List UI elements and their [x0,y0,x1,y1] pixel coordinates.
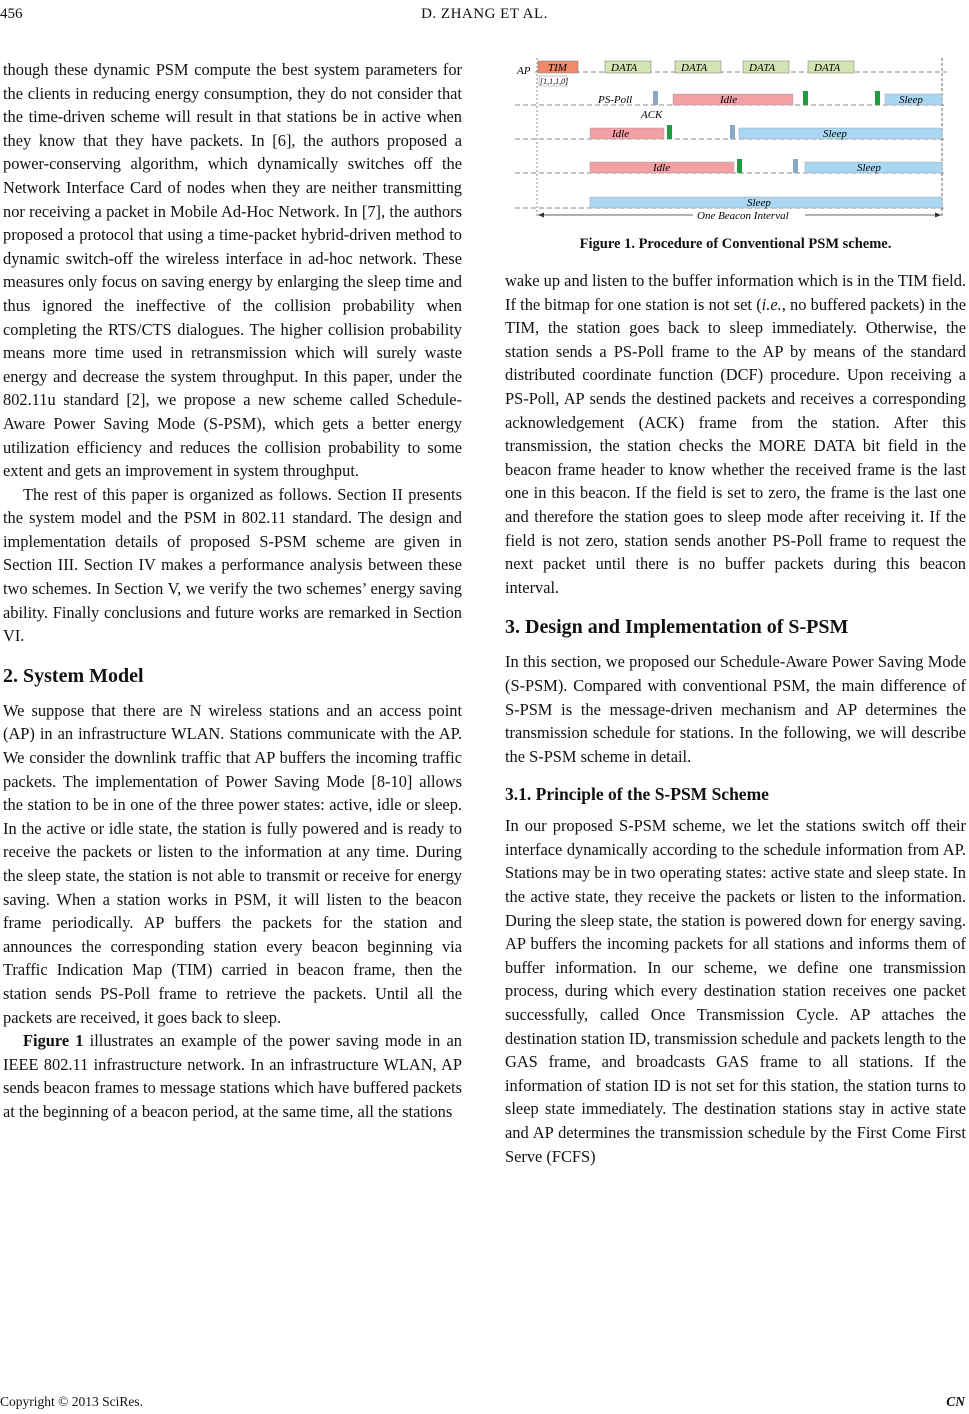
figure-reference: Figure 1 [23,1031,84,1051]
psm-timing-diagram [505,58,966,223]
ack-frame [737,159,742,173]
section-heading: 3. Design and Implementation of S-PSM [505,616,849,639]
paragraph: We suppose that there are N wireless stations and an access point (AP) in an infrastructure WLAN. Stations communicate with the AP. We consider the downlink traffic that AP buffers the incoming traffic packets. The implementation of Power Saving Mode [8-10] allows the station to be in one of the three power states: active, idle or sleep. In the active or idle state, the station is fully powered and is ready to receive the packets or listen to the information at any time. During the sleep state, the station is not able to transmit or receive for energy saving. When a station works in PSM, it will listen to the beacon frame periodically. AP buffers the packets for the station and announces the corresponding station every beacon beginning via Traffic Indication Map (TIM) carried in beacon frame, then the station sends PS-Poll frame to retrieve the packets. Until all the packets are received, it goes back to sleep. [3,700,462,1027]
journal-abbrev: CN [946,1394,965,1409]
data-label: DATA [814,62,841,74]
sleep-label: Sleep [899,94,923,106]
left-column [3,58,462,1124]
sleep-label: Sleep [747,197,771,209]
data-label: DATA [681,62,708,74]
paragraph: though these dynamic PSM compute the best system parameters for the clients in reducing energy consumption, they do not consider that the time-driven scheme will result in that stations be in active when they know that they have packets. In [6], the authors proposed a power-conserving algorithm, which dynamically switches off the Network Interface Card of nodes when they are neither transmitting nor receiving a packet in Mobile Ad-Hoc Network. In [7], the authors proposed a protocol that using a time-packet hybrid-driven method to dynamic switch-off the wireless interface in ad-hoc network. These measures only focus on saving energy by enlarging the sleep time and thus ignored the ineffective of the collision probability when completing the RTS/CTS dialogues. The higher collision probability means more time used in retransmission which will surely waste energy and decrease the system throughput. In this paper, under the 802.11u standard [2], we propose a new scheme called Schedule-Aware Power Saving Mode (S-PSM), which gets a better energy utilization efficiency and reduces the collision probability to some extent and gets an improvement in system throughput. [3,60,462,481]
data-label: DATA [749,62,776,74]
paragraph [505,269,966,599]
pspoll-frame [793,159,798,173]
copyright: Copyright © 2013 SciRes. [0,1394,144,1409]
page-number: 456 [0,6,23,22]
ap-label: AP [517,65,531,77]
beacon-interval-label: One Beacon Interval [697,210,789,222]
subsection-heading: 3.1. Principle of the S-PSM Scheme [505,784,769,805]
pspoll-label: PS-Poll [598,94,633,106]
ack-frame [875,91,880,105]
paragraph-text: , no buffered packets) in the TIM, the station goes back to sleep immediately. Otherwise, the station sends a PS-Poll frame to the AP by means of the standard distributed coordinate function (DCF) procedure. Upon receiving a PS-Poll, AP sends the destined packets and receives a corresponding acknowledgement (ACK) frame from the station. After this transmission, the station checks the MORE DATA bit field in the beacon frame header to know whether the received frame is the last one in this beacon. If the field is set to zero, the frame is the last one and therefore the station goes to sleep mode after receiving it. If the field is not zero, station sends another PS-Poll frame to request the next packet until there is no buffer packets during this beacon interval. [505,294,966,597]
ack-label: ACK [641,109,663,121]
idle-label: Idle [653,162,671,174]
pspoll-frame [653,91,658,105]
paragraph-text: wake up and listen to the buffer information which is in the TIM field. If the bitmap for one station is not set ( [505,271,966,314]
page-header [0,6,969,28]
tim-label: TIM [548,62,567,74]
data-label: DATA [611,62,638,74]
section-heading: 2. System Model [3,664,144,687]
figure-1 [505,58,966,223]
sleep-label: Sleep [857,162,881,174]
right-column [505,58,966,1168]
paragraph: In our proposed S-PSM scheme, we let the stations switch off their interface dynamically according to the schedule information from AP. Stations may be in two operating states: active state and sleep state. In the active state, they receive the packets or listen to the information. During the sleep state, the station is powered down for energy saving. AP buffers the incoming packets for all stations and informs them of buffer information. In our scheme, we define one transmission process, during which every destination station receives one packet successfully, called Once Transmission Cycle. AP attaches the destination station ID, transmission schedule and packets length to the GAS frame, and broadcasts GAS frame to all stations. If the information of station ID is not set for this station, the station turns to sleep state immediately. The destination stations stay in active state and AP determines the transmission schedule by the First Come First Serve (FCFS) [505,816,966,1166]
paragraph: The rest of this paper is organized as follows. Section II presents the system model and the PSM in 802.11 standard. The design and implementation details of proposed S-PSM scheme are given in Section III. Section IV makes a performance analysis between these two schemes. In Section V, we verify the two schemes’ energy saving ability. Finally conclusions and future works are remarked in Section VI. [3,484,462,646]
timeline-lines [515,72,947,208]
idle-label: Idle [720,94,738,106]
ack-frame [667,125,672,139]
paragraph: In this section, we proposed our Schedule-Aware Power Saving Mode (S-PSM). Compared with conventional PSM, the main difference of S-PSM is the message-driven mechanism and AP determines the transmission schedule for stations. In the following, we will describe the S-PSM scheme in detail. [505,652,966,766]
page-footer [0,1394,969,1412]
sleep-label: Sleep [823,128,847,140]
running-head: D. ZHANG ET AL. [421,6,548,22]
paragraph-text: illustrates an example of the power saving mode in an IEEE 802.11 infrastructure network. In an infrastructure WLAN, AP sends beacon frames to message stations which have buffered packets at the beginning of a beacon period, at the same time, all the stations [3,1031,462,1121]
abbrev: i.e. [761,294,782,314]
ack-frame [803,91,808,105]
pspoll-frame [730,125,735,139]
paragraph [3,1029,462,1123]
idle-label: Idle [612,128,630,140]
figure-caption: Figure 1. Procedure of Conventional PSM scheme. [579,236,892,252]
bitmap-label: [1,1,1,0] [540,77,569,86]
